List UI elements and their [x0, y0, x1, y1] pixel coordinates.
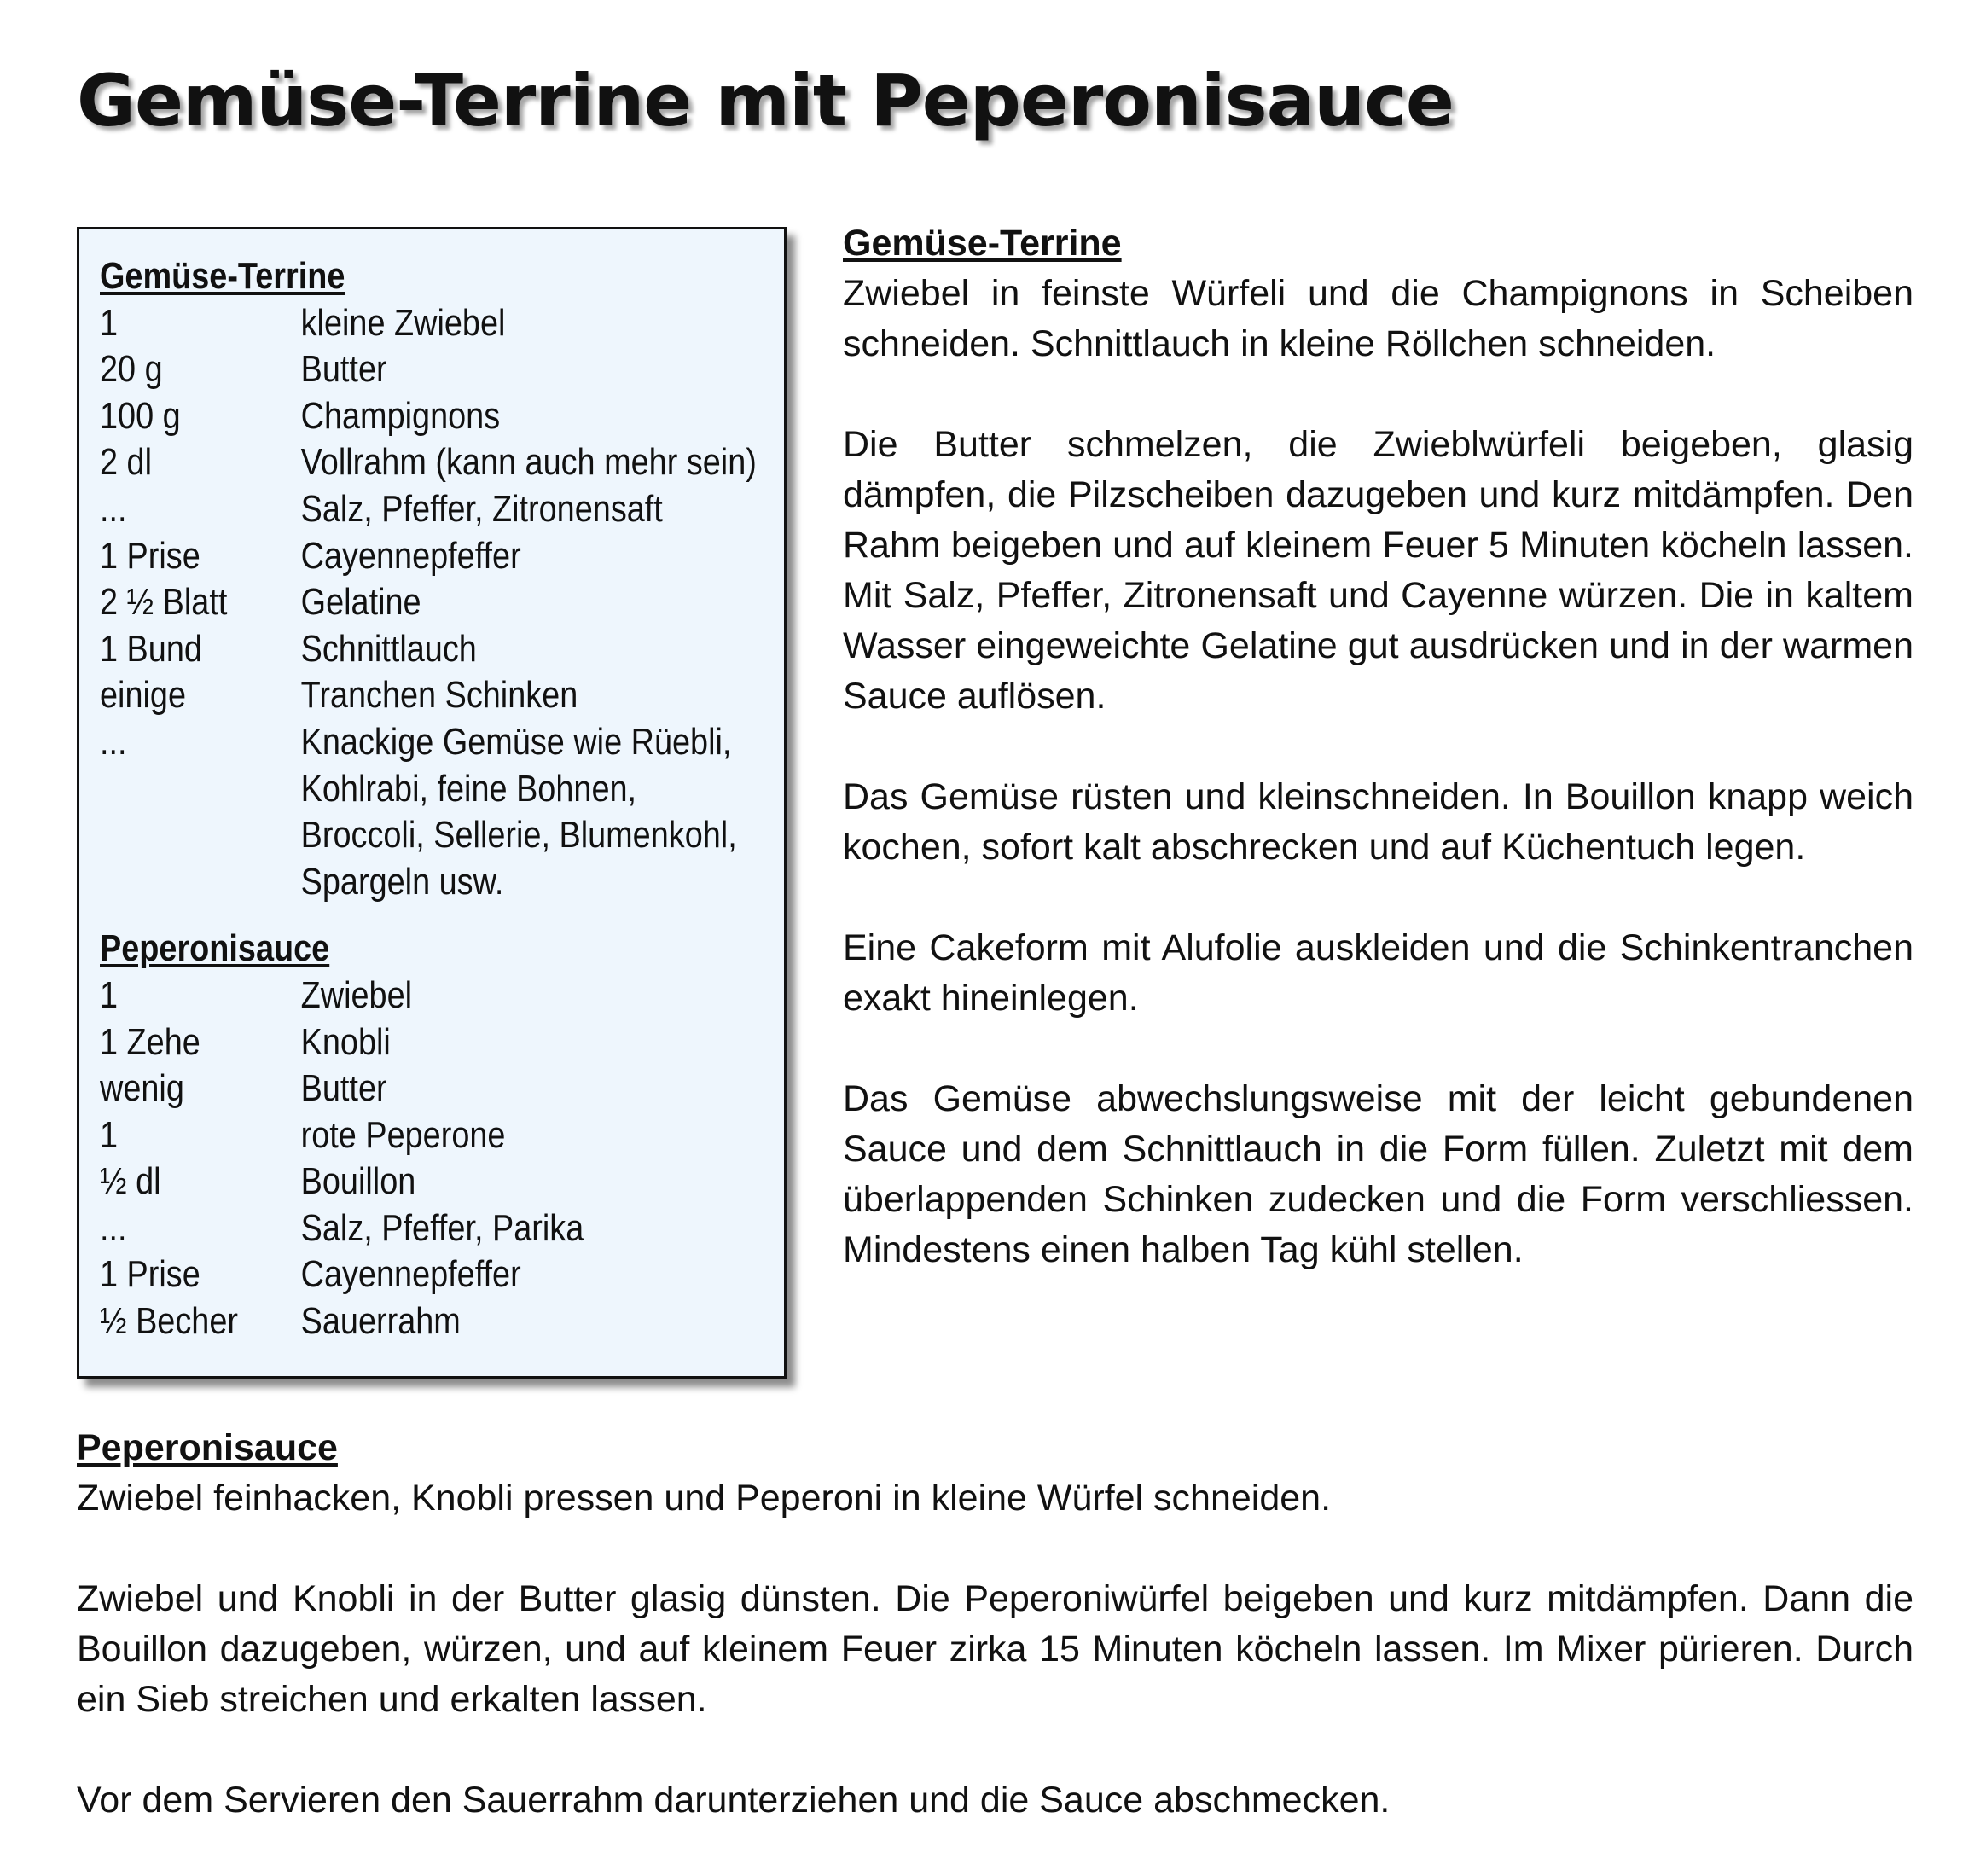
ingredient-row [100, 579, 760, 626]
ingredient-quantity: 2 dl [100, 441, 153, 484]
ingredient-name: Knobli [300, 1020, 391, 1063]
ingredient-name: Cayennepfeffer [300, 1253, 521, 1296]
ingredient-name: Broccoli, Sellerie, Blumenkohl, [300, 814, 737, 857]
ingredient-row [100, 672, 760, 719]
sauce-ingredients-heading: Peperonisauce [100, 927, 330, 970]
section-spacer [100, 905, 760, 926]
ingredient-quantity [100, 859, 301, 906]
ingredient-quantity: 100 g [100, 394, 181, 437]
ingredient-list-box [77, 227, 787, 1379]
ingredient-quantity: 1 Zehe [100, 1020, 200, 1063]
sauce-ingredients-list [100, 973, 760, 1345]
ingredient-name: Spargeln usw. [300, 860, 504, 903]
instruction-paragraph: Das Gemüse rüsten und kleinschneiden. In Bouillon knapp weich kochen, sofort kalt abschrecken und auf Küchentuch legen. [843, 776, 1913, 868]
ingredient-row [100, 1066, 760, 1112]
ingredient-row [100, 719, 760, 766]
instruction-paragraph: Zwiebel feinhacken, Knobli pressen und Peperoni in kleine Würfel schneiden. [77, 1478, 1332, 1519]
ingredient-quantity: einige [100, 674, 186, 717]
ingredient-quantity [100, 766, 301, 813]
ingredient-row [100, 300, 760, 347]
ingredient-quantity: 1 Bund [100, 627, 202, 670]
ingredient-quantity: ... [100, 1206, 127, 1249]
ingredient-row [100, 859, 760, 906]
ingredient-row [100, 766, 760, 813]
instruction-paragraph: Das Gemüse abwechslungsweise mit der leicht gebundenen Sauce und dem Schnittlauch in die Form füllen. Zuletzt mit dem überlappenden Schinken zudecken und die Form verschliessen. Mindestens einen halben Tag kühl stellen. [843, 1078, 1913, 1270]
ingredient-list-inner [100, 253, 760, 1345]
sauce-instructions [77, 1423, 1913, 1876]
instruction-paragraph: Eine Cakeform mit Alufolie auskleiden und die Schinkentranchen exakt hineinlegen. [843, 927, 1913, 1019]
ingredient-name: Tranchen Schinken [300, 674, 578, 717]
ingredient-name: rote Peperone [300, 1113, 506, 1156]
sauce-instructions-heading: Peperonisauce [77, 1427, 338, 1468]
page-title: Gemüse-Terrine mit Peperonisauce [77, 59, 1454, 142]
ingredient-quantity: 1 [100, 1113, 119, 1156]
terrine-instructions [843, 218, 1913, 1326]
ingredient-name: Gelatine [300, 581, 421, 624]
ingredient-quantity: ½ Becher [100, 1300, 238, 1343]
ingredient-row [100, 1019, 760, 1066]
ingredient-quantity: 1 Prise [100, 534, 200, 577]
ingredient-name: Bouillon [300, 1160, 416, 1203]
ingredient-row [100, 812, 760, 859]
ingredient-quantity: 1 Prise [100, 1253, 200, 1296]
ingredient-name: Knackige Gemüse wie Rüebli, [300, 720, 732, 763]
ingredient-name: Salz, Pfeffer, Parika [300, 1206, 584, 1249]
ingredient-name: Kohlrabi, feine Bohnen, [300, 767, 637, 810]
instruction-paragraph: Zwiebel in feinste Würfeli und die Champignons in Scheiben schneiden. Schnittlauch in kleine Röllchen schneiden. [843, 273, 1913, 364]
ingredient-quantity [100, 812, 301, 859]
ingredient-name: kleine Zwiebel [300, 301, 506, 344]
ingredient-quantity: 2 ½ Blatt [100, 581, 228, 624]
instruction-paragraph: Zwiebel und Knobli in der Butter glasig dünsten. Die Peperoniwürfel beigeben und kurz mitdämpfen. Dann die Bouillon dazugeben, würzen, und auf kleinem Feuer zirka 15 Minuten köcheln lassen. Im Mixer pürieren. Durch ein Sieb streichen und erkalten lassen. [77, 1578, 1913, 1720]
ingredient-name: Schnittlauch [300, 627, 477, 670]
ingredient-row [100, 486, 760, 533]
ingredient-quantity: ... [100, 720, 127, 763]
ingredient-row [100, 393, 760, 440]
ingredient-name: Champignons [300, 394, 501, 437]
ingredient-quantity: 20 g [100, 348, 163, 391]
ingredient-quantity: wenig [100, 1067, 184, 1110]
ingredient-row [100, 346, 760, 393]
instruction-paragraph: Vor dem Servieren den Sauerrahm darunterziehen und die Sauce abschmecken. [77, 1780, 1391, 1821]
ingredient-row [100, 626, 760, 673]
ingredient-name: Butter [300, 1067, 387, 1110]
ingredient-quantity: 1 [100, 301, 119, 344]
ingredient-row [100, 439, 760, 486]
ingredient-quantity: ½ dl [100, 1160, 161, 1203]
ingredient-quantity: ... [100, 487, 127, 530]
ingredient-quantity: 1 [100, 973, 119, 1016]
ingredient-row [100, 1252, 760, 1298]
ingredient-row [100, 533, 760, 580]
terrine-ingredients-heading: Gemüse-Terrine [100, 255, 345, 297]
ingredient-name: Cayennepfeffer [300, 534, 521, 577]
terrine-instructions-heading: Gemüse-Terrine [843, 223, 1122, 264]
instruction-paragraph: Die Butter schmelzen, die Zwieblwürfeli beigeben, glasig dämpfen, die Pilzscheiben dazugeben und kurz mitdämpfen. Den Rahm beigeben und auf kleinem Feuer 5 Minuten köcheln lassen. Mit Salz, Pfeffer, Zitronensaft und Cayenne würzen. Die in kaltem Wasser eingeweichte Gelatine gut ausdrücken und in der warmen Sauce auflösen. [843, 424, 1913, 717]
ingredient-name: Sauerrahm [300, 1300, 461, 1343]
ingredient-row [100, 1205, 760, 1252]
ingredient-name: Salz, Pfeffer, Zitronensaft [300, 487, 663, 530]
ingredient-row [100, 973, 760, 1019]
ingredient-row [100, 1159, 760, 1205]
ingredient-name: Butter [300, 348, 387, 391]
terrine-ingredients-list [100, 300, 760, 906]
ingredient-name: Zwiebel [300, 973, 413, 1016]
ingredient-name: Vollrahm (kann auch mehr sein) [300, 441, 757, 484]
ingredient-row [100, 1112, 760, 1159]
ingredient-row [100, 1298, 760, 1345]
